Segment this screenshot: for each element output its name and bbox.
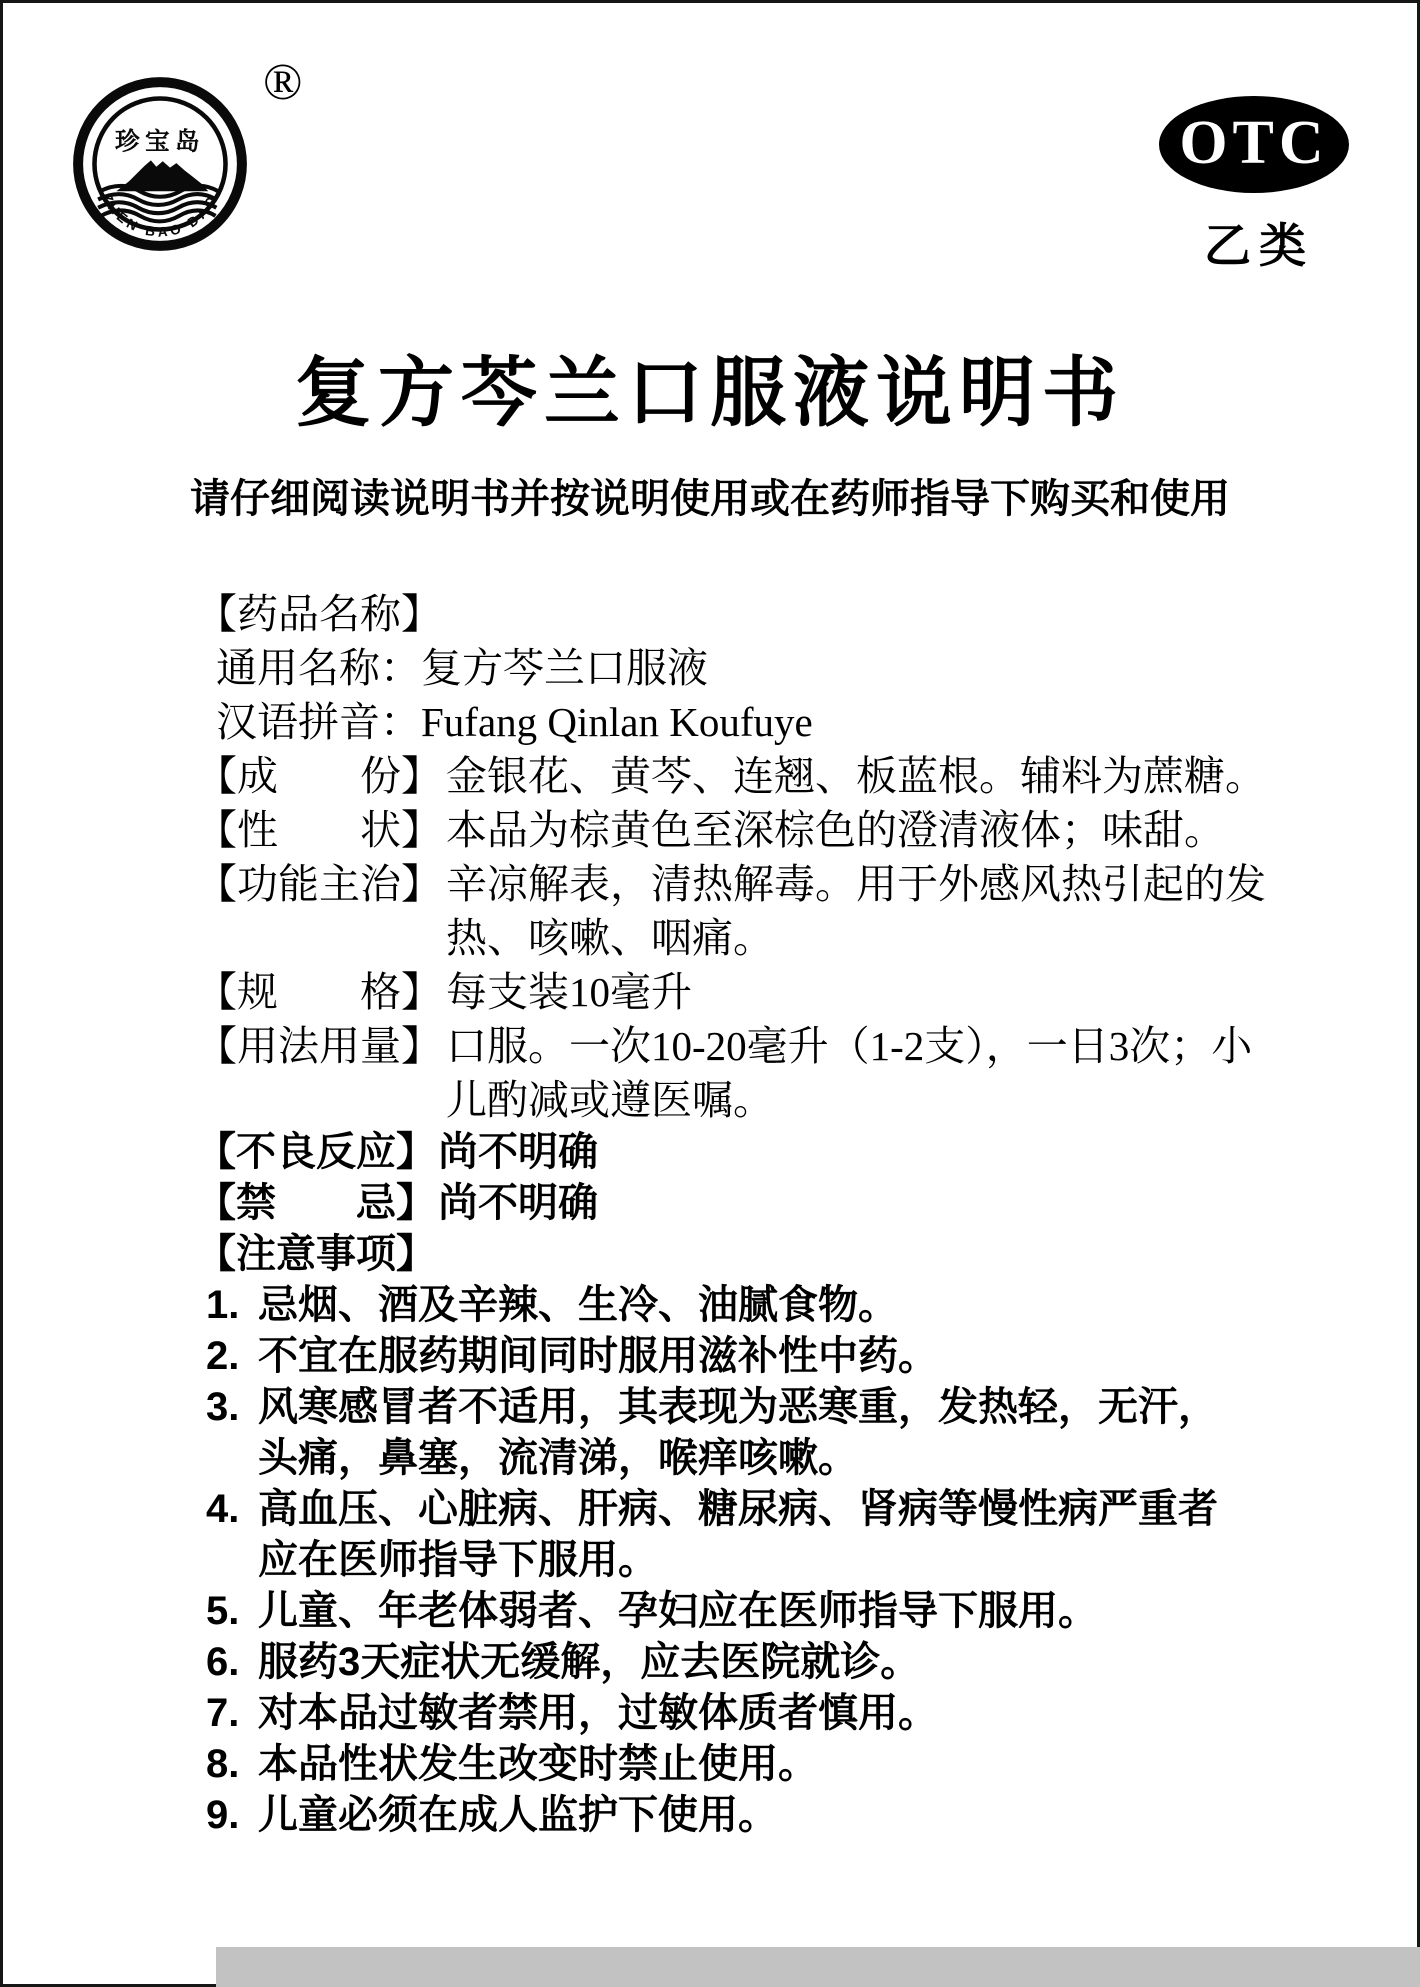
section-label: 【注意事项】 — [196, 1232, 436, 1276]
section-row — [196, 1127, 1278, 1178]
section-label: 【禁 忌】 — [196, 1181, 436, 1225]
note-text: 儿童必须在成人监护下使用。 — [258, 1793, 778, 1837]
section-content: 口服。一次10-20毫升（1-2支），一日3次；小儿酌减或遵医嘱。 — [446, 1023, 1253, 1123]
note-number: 1. — [206, 1283, 240, 1327]
section-row — [196, 587, 1278, 641]
page-title: 复方芩兰口服液说明书 — [295, 352, 1125, 436]
note-number: 6. — [206, 1640, 240, 1684]
notes-list — [206, 1280, 1278, 1841]
section-label: 【性 状】 — [196, 807, 442, 853]
section-content: 金银花、黄芩、连翘、板蓝根。辅料为蔗糖。 — [446, 753, 1266, 799]
note-item — [206, 1637, 1278, 1688]
note-number: 8. — [206, 1742, 240, 1786]
note-text: 风寒感冒者不适用，其表现为恶寒重，发热轻，无汗，头痛，鼻塞，流清涕，喉痒咳嗽。 — [258, 1385, 1218, 1480]
section-row — [196, 857, 1278, 965]
section-row — [196, 641, 1278, 695]
note-item — [206, 1382, 1278, 1484]
otc-badge — [1159, 96, 1351, 276]
section-row — [196, 803, 1278, 857]
section-row — [196, 965, 1278, 1019]
section-label: 【不良反应】 — [196, 1130, 436, 1174]
note-number: 5. — [206, 1589, 240, 1633]
section-label: 【规 格】 — [196, 969, 442, 1015]
otc-class-label: 乙类 — [1204, 219, 1314, 272]
note-text: 本品性状发生改变时禁止使用。 — [258, 1742, 818, 1786]
note-text: 儿童、年老体弱者、孕妇应在医师指导下服用。 — [258, 1589, 1098, 1633]
note-number: 7. — [206, 1691, 240, 1735]
note-number: 9. — [206, 1793, 240, 1837]
section-row — [196, 1019, 1278, 1127]
note-number: 4. — [206, 1487, 240, 1531]
section-content: 通用名称：复方芩兰口服液 — [216, 645, 708, 691]
section-content: 汉语拼音：Fufang Qinlan Koufuye — [216, 699, 813, 745]
note-number: 3. — [206, 1385, 240, 1429]
section-content: 尚不明确 — [438, 1181, 598, 1225]
page-subtitle: 请仔细阅读说明书并按说明使用或在药师指导下购买和使用 — [190, 477, 1230, 521]
note-item — [206, 1280, 1278, 1331]
note-number: 2. — [206, 1334, 240, 1378]
brand-logo-image — [69, 73, 251, 255]
logo-curved-text: ZHEN BAO DAO — [99, 191, 221, 240]
note-item — [206, 1688, 1278, 1739]
note-text: 高血压、心脏病、肝病、糖尿病、肾病等慢性病严重者应在医师指导下服用。 — [258, 1487, 1218, 1582]
brand-logo — [69, 73, 251, 255]
section-label: 【药品名称】 — [196, 591, 442, 637]
footer-bar — [216, 1947, 1420, 1987]
section-content: 尚不明确 — [438, 1130, 598, 1174]
section-content: 本品为棕黄色至深棕色的澄清液体；味甜。 — [446, 807, 1225, 853]
leaflet-body — [196, 587, 1278, 1841]
note-text: 忌烟、酒及辛辣、生冷、油腻食物。 — [258, 1283, 898, 1327]
section-row — [196, 1178, 1278, 1229]
section-row — [196, 1229, 1278, 1280]
section-content: 每支装10毫升 — [446, 969, 692, 1015]
section-label: 【用法用量】 — [196, 1023, 442, 1069]
note-item — [206, 1790, 1278, 1841]
note-item — [206, 1739, 1278, 1790]
registered-trademark-icon: ® — [263, 54, 303, 111]
section-label: 【成 份】 — [196, 753, 442, 799]
note-item — [206, 1586, 1278, 1637]
otc-ellipse — [1159, 96, 1349, 193]
section-row — [196, 749, 1278, 803]
note-item — [206, 1331, 1278, 1382]
note-text: 对本品过敏者禁用，过敏体质者慎用。 — [258, 1691, 938, 1735]
note-text: 服药3天症状无缓解，应去医院就诊。 — [258, 1640, 921, 1684]
otc-label: OTC — [1179, 108, 1329, 177]
note-item — [206, 1484, 1278, 1586]
note-text: 不宜在服药期间同时服用滋补性中药。 — [258, 1334, 938, 1378]
logo-brand-text: 珍宝岛 — [114, 128, 206, 156]
sections — [196, 587, 1278, 1280]
section-content: 辛凉解表，清热解毒。用于外感风热引起的发热、咳嗽、咽痛。 — [446, 861, 1266, 961]
section-row — [196, 695, 1278, 749]
section-label: 【功能主治】 — [196, 861, 442, 907]
